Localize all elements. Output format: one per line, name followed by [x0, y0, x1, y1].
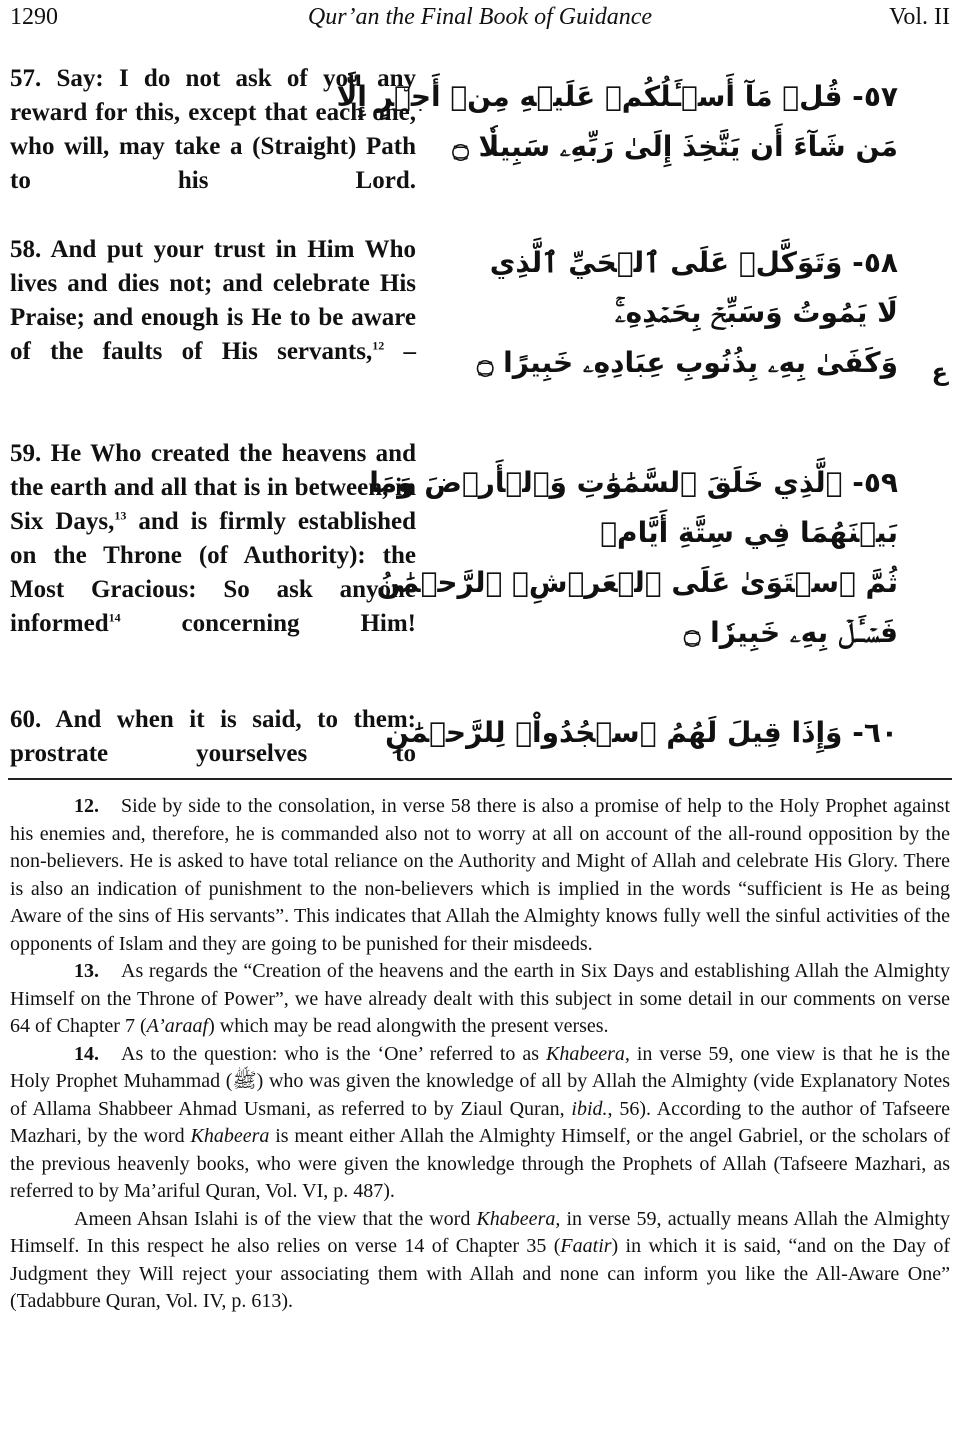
footnote-14 — [10, 1041, 950, 1206]
footnote-number: 14. — [74, 1042, 99, 1065]
arabic-line: وَكَفَىٰ بِهِۦ بِذُنُوبِ عِبَادِهِۦ خَبِيرًا ۝ — [476, 346, 898, 379]
arabic-line: ٥٩- ٱلَّذِي خَلَقَ ٱلسَّمَٰوَٰتِ وَٱلۡأَرۡضَ وَمَا — [369, 466, 898, 499]
verse-58-arabic — [458, 238, 898, 388]
page-header — [10, 4, 950, 38]
footnote-ref-12[interactable]: 12 — [372, 338, 385, 353]
footnote-text: ) in which it is said, “and on the Day of Judgment they Will reject your associating them with Allah and none can inform you like the All-Aware One” (Tadabbure Quran, Vol. IV, p. 613). — [10, 1235, 950, 1312]
footnote-italic: ibid. — [571, 1097, 608, 1120]
footnote-italic: Khabeera, — [545, 1042, 630, 1065]
footnote-italic: A’araaf — [146, 1015, 209, 1037]
verse-60-text: 60. And when it is said, to them: prostrate yourselves to — [10, 706, 416, 767]
arabic-line: فَسۡـَٔلۡ بِهِۦ خَبِيرٗا ۝ — [684, 616, 898, 649]
footnote-text: , 56). According to the author of Tafseere Mazhari, by the word — [10, 1097, 950, 1147]
verse-57-text: 57. Say: I do not ask of you any reward for this, except that each one, who will, may take a (Straight) Path to his Lord. — [10, 65, 416, 194]
footnote-italic: Khabeera, — [476, 1207, 561, 1230]
verse-59-text-3: concerning Him! — [120, 610, 416, 637]
verse-59-text-1: 59. He Who created the heavens and the earth and all that is in between, in Six Days, — [10, 440, 416, 535]
verse-59-arabic — [369, 458, 898, 658]
footnote-number: 12. — [74, 795, 99, 817]
arabic-line: ٥٨- وَتَوَكَّلۡ عَلَى ٱلۡحَيِّ ٱلَّذِي — [489, 246, 898, 279]
footnote-italic: Khabeera — [190, 1125, 270, 1147]
footnote-ref-13[interactable]: 13 — [114, 508, 127, 523]
verse-60-translation — [10, 703, 416, 771]
footnote-text: As to the question: who is the ‘One’ referred to as — [121, 1042, 546, 1065]
footnote-text: in verse 59, actually means Allah the Almighty Himself. In this respect he also relies on verse 14 of Chapter 35 ( — [10, 1207, 950, 1257]
arabic-line: ثُمَّ ٱسۡتَوَىٰ عَلَى ٱلۡعَرۡشِۖ ٱلرَّحۡمَٰنُ — [376, 566, 898, 599]
arabic-line: ٦٠- وَإِذَا قِيلَ لَهُمُ ٱسۡجُدُواْۤ لِلرَّحۡمَٰنِ — [385, 716, 898, 749]
verse-58-translation — [10, 233, 416, 369]
footnote-divider — [8, 778, 952, 780]
footnote-12 — [10, 793, 950, 958]
footnote-italic: Faatir — [560, 1235, 612, 1257]
verse-57-arabic — [336, 72, 898, 172]
footnote-13 — [10, 958, 950, 1041]
arabic-line: بَيۡنَهُمَا فِي سِتَّةِ أَيَّامٖ — [600, 516, 898, 549]
verse-58-text: 58. And put your trust in Him Who lives and dies not; and celebrate His Praise; and enough is He to be aware of the faults of His servants, — [10, 236, 416, 365]
footnotes — [10, 793, 950, 1316]
footnote-text: Side by side to the consolation, in verse 58 there is also a promise of help to the Holy Prophet against his enemies and, therefore, he is commanded also not to worry at all on account of the all-round opposition by the non-believers. He is asked to have total reliance on the Authority and Might of Allah and celebrate His Glory. There is also an indication of punishment to the non-believers which is implied in the words “sufficient is He as being Aware of the sins of His servants”. This indicates that Allah the Almighty knows fully well the sinful activities of the opponents of Islam and they are going to be punished for their misdeeds. — [10, 795, 950, 955]
arabic-line: ٥٧- قُلۡ مَآ أَسۡـَٔلُكُمۡ عَلَيۡهِ مِنۡ أَجۡرٍ إِلَّا — [336, 80, 898, 113]
page-number: 1290 — [10, 4, 58, 30]
arabic-line: مَن شَآءَ أَن يَتَّخِذَ إِلَىٰ رَبِّهِۦ سَبِيلٗا ۝ — [452, 130, 898, 163]
footnote-number: 13. — [74, 960, 99, 982]
footnote-text: ) which may be read alongwith the present verses. — [208, 1015, 609, 1037]
verse-58-dash: – — [384, 338, 416, 365]
arabic-line: لَا يَمُوتُ وَسَبِّحۡ بِحَمۡدِهِۦۚ — [615, 296, 898, 329]
footnote-text: Ameen Ahsan Islahi is of the view that the word — [74, 1207, 477, 1230]
footnote-text: in verse 59, one view is that he is the Holy Prophet Muhammad (ﷺ) who was given the knowledge of all by Allah the Almighty (vide Explanatory Notes of Allama Shabbeer Ahmad Usmani, as referred to by Ziaul Quran, — [10, 1042, 950, 1120]
verse-60-arabic — [385, 708, 898, 758]
volume-label: Vol. II — [889, 4, 950, 30]
verse-59-translation — [10, 437, 416, 641]
footnote-ref-14[interactable]: 14 — [108, 610, 121, 625]
footnote-14-continued — [10, 1206, 950, 1316]
verse-59-text-2: and is firmly established on the Throne (of Authority): the Most Gracious: So ask anyone informed — [10, 508, 416, 637]
book-title: Qur’an the Final Book of Guidance — [307, 4, 653, 30]
ruku-mark: ع — [931, 358, 948, 386]
footnote-text: As regards the “Creation of the heavens and the earth in Six Days and establishing Allah the Almighty Himself on the Throne of Power”, we have already dealt with this subject in some detail in our comments on verse 64 of Chapter 7 ( — [10, 960, 950, 1037]
footnote-text: is meant either Allah the Almighty Himself, or the angel Gabriel, or the scholars of the previous heavenly books, who were given the knowledge through the Prophets of Allah (Tafseere Mazhari, as referred to by Ma’ariful Quran, Vol. VI, p. 487). — [10, 1125, 951, 1202]
